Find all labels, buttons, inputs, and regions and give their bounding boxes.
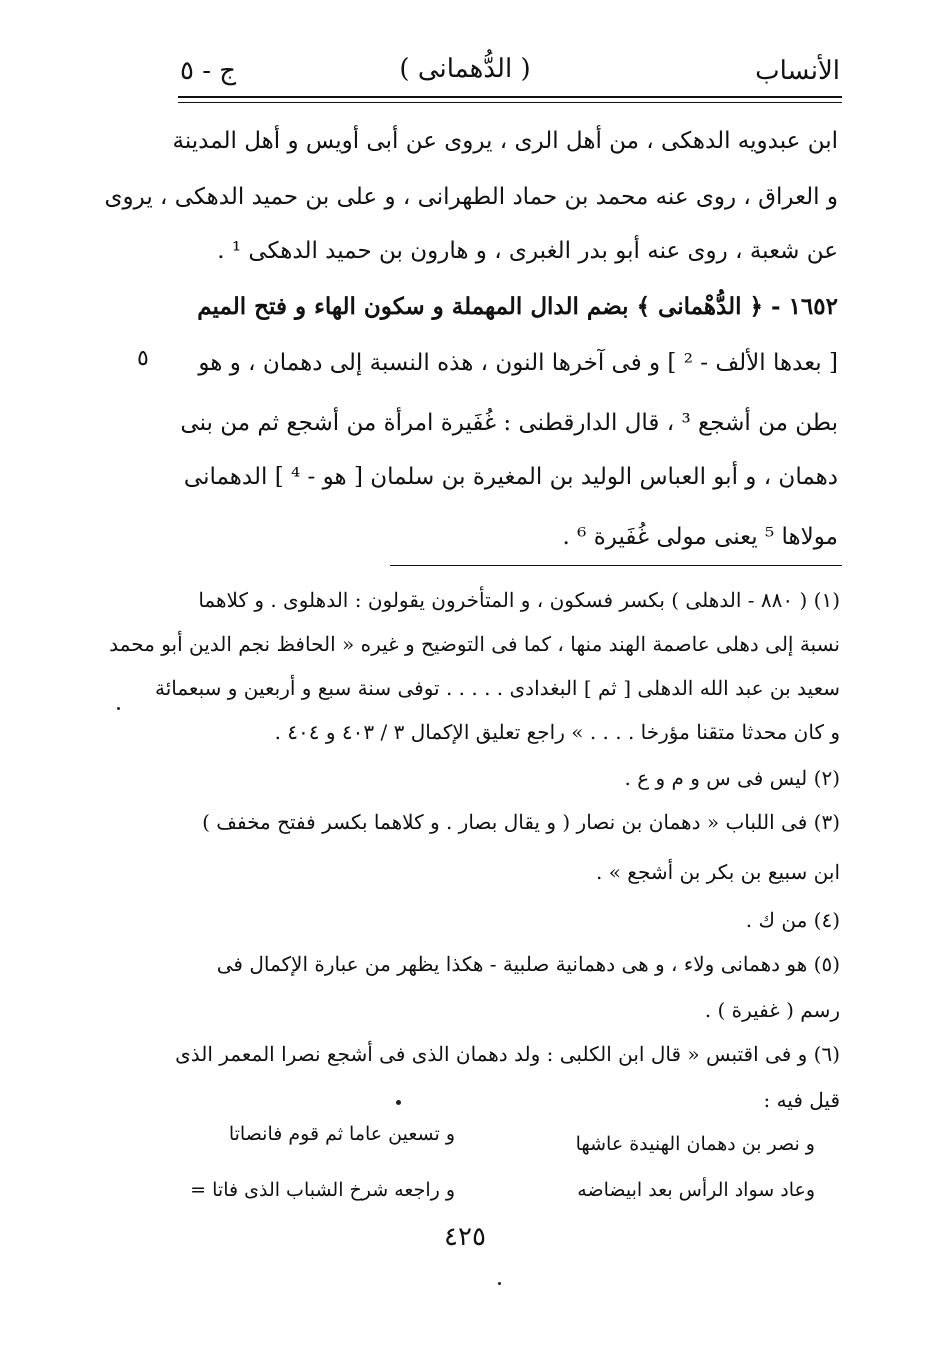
body-line: عن شعبة ، روى عنه أبو بدر الغبرى ، و هارون بن حميد الدهكى ¹ .	[217, 238, 838, 264]
footnote-line: نسبة إلى دهلى عاصمة الهند منها ، كما فى التوضيح و غيره « الحافظ نجم الدين أبو محمد	[109, 632, 840, 656]
scan-speck	[117, 707, 120, 710]
body-line: ابن عبدويه الدهكى ، من أهل الرى ، يروى عن أبى أويس و أهل المدينة	[172, 128, 838, 154]
poem-verse-2-second-half: و راجعه شرخ الشباب الذى فاتا =	[190, 1179, 455, 1201]
footnote-line: رسم ( غفيرة ) .	[704, 998, 840, 1022]
footnote-line: (٥) هو دهمانى ولاء ، و هى دهمانية صلبية - هكذا يظهر من عبارة الإكمال فى	[216, 952, 840, 976]
body-line: دهمان ، و أبو العباس الوليد بن المغيرة بن سلمان [ هو - ⁴ ] الدهمانى	[183, 464, 838, 490]
scan-speck	[396, 1100, 401, 1105]
footnote-line: قيل فيه :	[763, 1088, 840, 1112]
scan-speck	[498, 1282, 501, 1285]
footnote-line: سعيد بن عبد الله الدهلى [ ثم ] البغدادى . . . . . توفى سنة سبع و أربعين و سبعمائة	[154, 676, 840, 700]
footnote-line: (٢) ليس فى س و م و ع .	[624, 766, 840, 790]
footnote-line: (٦) و فى اقتبس « قال ابن الكلبى : ولد دهمان الذى فى أشجع نصرا المعمر الذى	[175, 1042, 840, 1066]
body-line: [ بعدها الألف - ² ] و فى آخرها النون ، هذه النسبة إلى دهمان ، و هو	[198, 350, 838, 376]
footnote-line: (٣) فى اللباب « دهمان بن نصار ( و يقال بصار . و كلاهما بكسر ففتح مخفف )	[202, 810, 840, 834]
poem-verse-1-first-half: و نصر بن دهمان الهنيدة عاشها	[575, 1133, 815, 1155]
running-head-title: الأنساب	[755, 56, 840, 86]
page-number: ٤٢٥	[444, 1222, 486, 1252]
header-rule-thin	[178, 102, 842, 103]
footnote-line: ابن سبيع بن بكر بن أشجع » .	[595, 860, 840, 884]
volume-number: ج - ٥	[180, 56, 237, 86]
footnote-line: (٤) من ك .	[745, 908, 840, 932]
poem-verse-2-first-half: وعاد سواد الرأس بعد ابيضاضه	[577, 1179, 815, 1201]
header-rule-thick	[178, 96, 842, 98]
footnote-rule	[390, 565, 842, 566]
footnote-line: و كان محدثا متقنا مؤرخا . . . . » راجع تعليق الإكمال ٣ / ٤٠٣ و ٤٠٤ .	[274, 720, 840, 744]
body-line: و العراق ، روى عنه محمد بن حماد الطهرانى ، و على بن حميد الدهكى ، يروى	[104, 184, 838, 210]
body-line: مولاها ⁵ يعنى مولى غُفَيرة ⁶ .	[562, 524, 838, 550]
poem-verse-1-second-half: و تسعين عاما ثم قوم فانصاتا	[228, 1123, 455, 1145]
margin-line-number: ٥	[137, 346, 149, 371]
footnote-line: (١) ( ٨٨٠ - الدهلى ) بكسر فسكون ، و المتأخرون يقولون : الدهلوى . و كلاهما	[198, 588, 840, 612]
running-head-entry: ( الدُّهمانى )	[399, 54, 531, 84]
body-line: بطن من أشجع ³ ، قال الدارقطنى : غُفَيرة امرأة من أشجع ثم من بنى	[180, 410, 838, 436]
entry-heading-line: ١٦٥٢ - ﴿ الدُّهْمانى ﴾ بضم الدال المهملة و سكون الهاء و فتح الميم	[197, 293, 838, 320]
